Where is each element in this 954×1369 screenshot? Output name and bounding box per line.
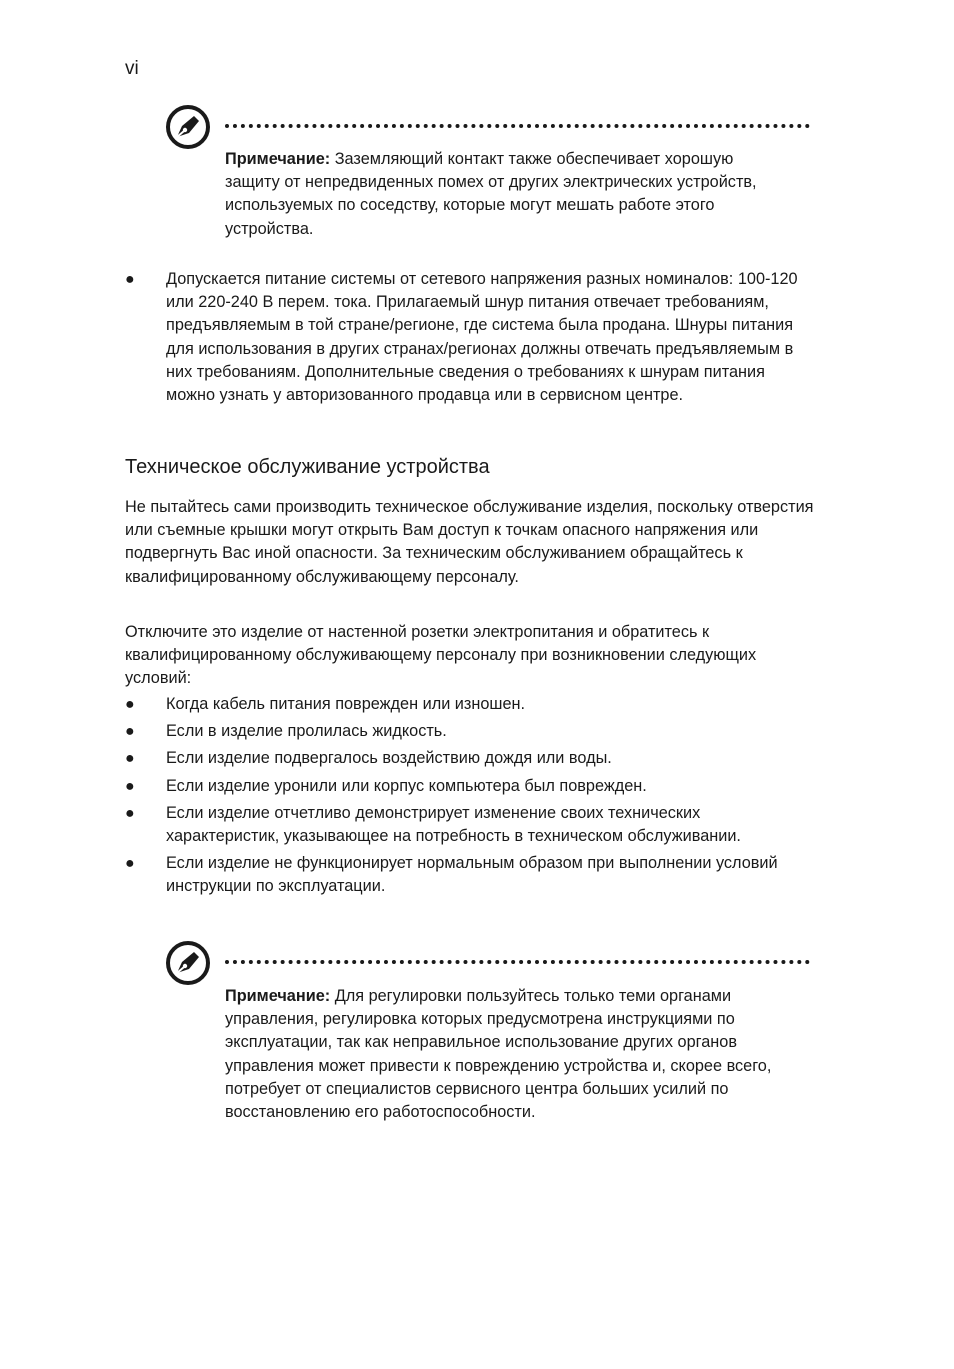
bullet-dot: ● xyxy=(125,696,135,713)
note-label: Примечание: xyxy=(225,987,331,1005)
list-item-text: Если изделие отчетливо демонстрирует изменение своих технических характеристик, указывающее на потребность в техническом обслуживании. xyxy=(166,803,741,846)
bullet-dot: ● xyxy=(125,750,135,768)
list-item-text: Если изделие подвергалось воздействию дождя или воды. xyxy=(166,749,612,768)
list-item-text: Допускается питание системы от сетевого напряжения разных номиналов: 100-120 или 220-240 В перем. тока. Прилагаемый шнур питания отвечает требованиям, предъявляемым в той стране/регионе, где система была продана. Шнуры питания для использования в других странах/регионах должны отвечать предъявляемым в них требованиям. Дополнительные сведения о требованиях к шнурам питания можно узнать у авторизованного продавца или в сервисном центре. xyxy=(166,270,798,405)
list-item xyxy=(125,268,815,407)
note-body: Заземляющий контакт также обеспечивает хорошую защиту от непредвиденных помех от других электрических устройств, используемых по соседству, которые могут мешать работе этого устройства. xyxy=(225,150,757,238)
list-item-text: Если в изделие пролилась жидкость. xyxy=(166,722,447,741)
power-bullet-list xyxy=(125,268,815,407)
bullet-dot: ● xyxy=(125,777,135,795)
note-pen-icon xyxy=(165,104,211,150)
list-item xyxy=(125,747,815,770)
paragraph-disconnect: Отключите это изделие от настенной розетки электропитания и обратитесь к квалифицированному обслуживающему персоналу при возникновении следующих условий: xyxy=(125,623,757,688)
dotted-separator xyxy=(225,960,810,964)
note-text xyxy=(225,148,785,241)
section-heading: Техническое обслуживание устройства xyxy=(125,456,490,478)
note-text xyxy=(225,985,785,1124)
page-number: vi xyxy=(125,58,139,79)
list-item xyxy=(125,693,815,716)
paragraph-service: Не пытайтесь сами производить техническое обслуживание изделия, поскольку отверстия или съемные крышки могут открыть Вам доступ к точкам опасного напряжения или подвергнуть Вас иной опасности. За техническим обслуживанием обращайтесь к квалифицированному обслуживающему персоналу. xyxy=(125,498,814,586)
dotted-separator xyxy=(225,124,810,128)
bullet-dot: ● xyxy=(125,855,135,873)
list-item xyxy=(125,720,815,743)
list-item-text: Если изделие не функционирует нормальным образом при выполнении условий инструкции по эксплуатации. xyxy=(166,854,778,896)
list-item xyxy=(125,852,815,898)
bullet-dot: ● xyxy=(125,804,135,822)
list-item-text: Если изделие уронили или корпус компьютера был поврежден. xyxy=(166,776,647,795)
list-item xyxy=(125,775,815,798)
note-label: Примечание: xyxy=(225,150,331,168)
list-item-text: Когда кабель питания поврежден или изношен. xyxy=(166,695,526,713)
list-item xyxy=(125,802,815,848)
bullet-dot: ● xyxy=(125,271,135,288)
bullet-dot: ● xyxy=(125,723,135,741)
note-body: Для регулировки пользуйтесь только теми органами управления, регулировка которых предусмотрена инструкциями по эксплуатации, так как неправильное использование других органов управления может привести к повреждению устройства и, скорее всего, потребует от специалистов сервисного центра больших усилий по восстановлению его работоспособности. xyxy=(225,987,772,1122)
conditions-list xyxy=(125,693,815,899)
note-pen-icon xyxy=(165,940,211,986)
